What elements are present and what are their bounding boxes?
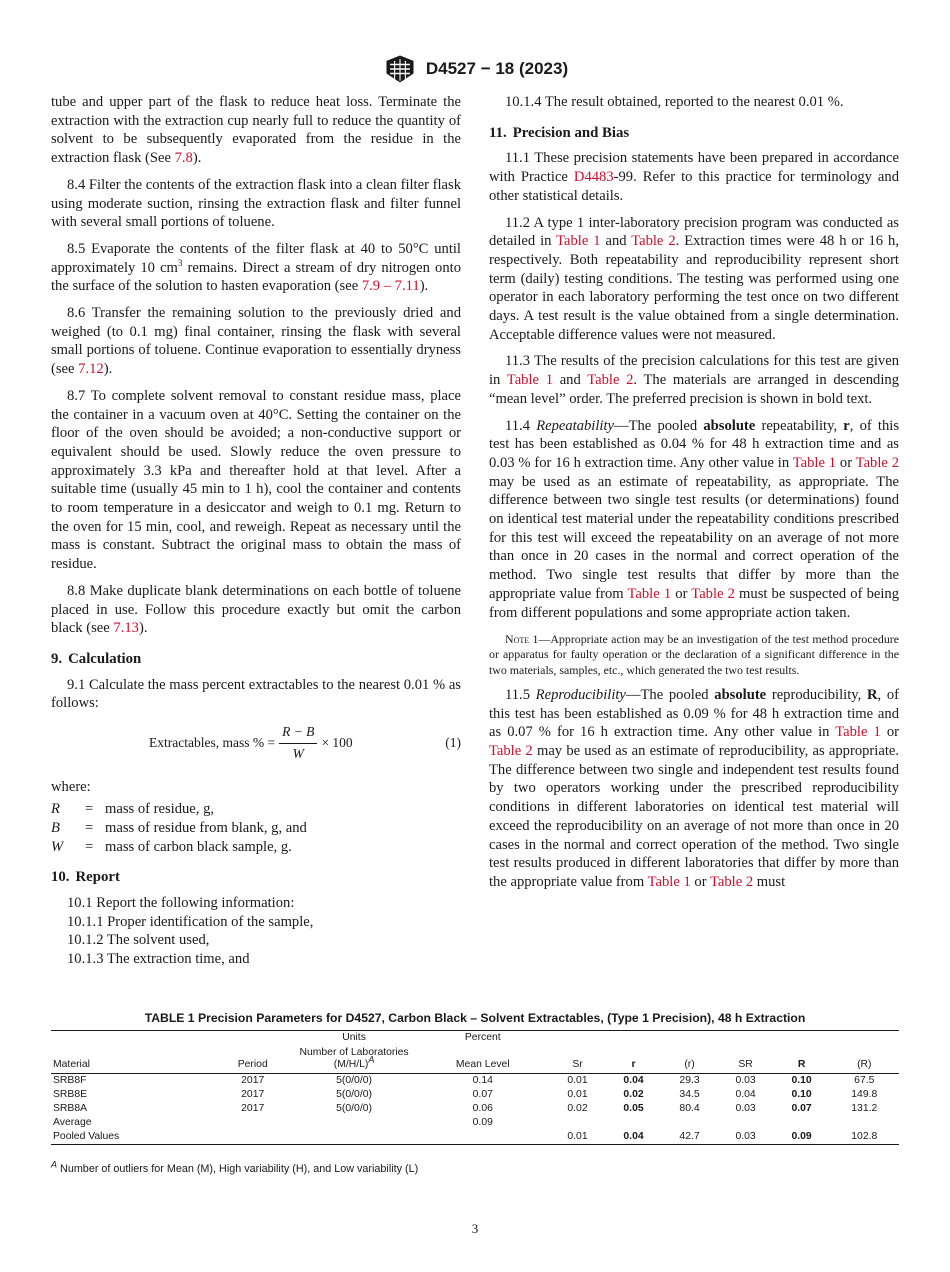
report-item: 10.1.1 Proper identification of the sample, — [67, 913, 314, 930]
paragraph-8-6: 8.6 Transfer the remaining solution to the previously dried and weighed (to 0.1 mg) final container, rinsing the flask with several small portions of toluene. Continue evaporation to essentially dryness (see 7.12). — [51, 305, 461, 378]
paragraph-11-2: 11.2 A type 1 inter-laboratory precision program was conducted as detailed in Table 1 and Table 2. Extraction times were 48 h or 16 h, respectively. Both repeatability and reproducibility represent short term (daily) testing conditions. The testing was performed using one operator in each laboratory performing the test once on two different days. A test result is the value obtained from a single determination. Acceptable difference values were not measured. — [489, 214, 899, 343]
column-header-R: R — [774, 1046, 830, 1074]
xref-table-1[interactable]: Table 1 — [627, 585, 672, 602]
table-row: SRB8E 2017 5(0/0/0) 0.07 0.01 0.02 34.5 0.04 0.10 149.8 — [53, 1088, 878, 1100]
where-label: where: — [51, 778, 91, 795]
column-header-SR: SR — [718, 1046, 774, 1074]
paragraph-8-8: 8.8 Make duplicate blank determinations on each bottle of toluene placed in use. Follow this procedure exactly but omit the carbon black (see 7.13). — [51, 582, 461, 637]
table-footnote: $^A$ Number of outliers for Mean (M), High variability (H), and Low variability (L) — [51, 1159, 419, 1175]
section-heading-report: 10. Report — [51, 869, 120, 886]
paragraph-10-1-4: 10.1.4 The result obtained, reported to the nearest 0.01 %. — [505, 94, 844, 110]
table-row: SRB8A 2017 5(0/0/0) 0.06 0.02 0.05 80.4 0.03 0.07 131.2 — [53, 1102, 878, 1114]
xref-7-8[interactable]: 7.8 — [174, 150, 193, 167]
variable-row: R = mass of residue, g, — [51, 801, 215, 818]
paragraph-11-5: 11.5 Reproducibility—The pooled absolute reproducibility, R, of this test has been established as 0.09 % for 48 h extraction time and as 0.07 % for 16 h extraction time. Any other value in Table 1 or Table 2 may be used as an estimate of reproducibility, as appropriate. The difference between two single and independent test results found by two operators working under the prescribed reproducibility conditions in different laboratories on identical test material will exceed the reproducibility on an average of not more than once in 20 cases in the normal and correct operation of the method. Two single test results produced in different laboratories that differ by more than the appropriate value from Table 1 or Table 2 must — [489, 686, 900, 890]
precision-table — [51, 1030, 899, 1145]
column-header-r: r — [606, 1046, 662, 1074]
right-column — [489, 93, 899, 900]
table-1-title: TABLE 1 Precision Parameters for D4527, Carbon Black – Solvent Extractables, (Type 1 Precision), 48 h Extraction — [144, 1011, 806, 1025]
xref-table-1[interactable]: Table 1 — [506, 372, 553, 389]
paragraph-8-4: 8.4 Filter the contents of the extraction flask into a clean filter flask using moderate suction, rinsing the extraction flask and filter funnel with several small portions of toluene. — [51, 176, 461, 231]
xref-table-1[interactable]: Table 1 — [792, 454, 837, 471]
paragraph-11-4: 11.4 Repeatability—The pooled absolute repeatability, r, of this test has been established as 0.04 % for 48 h extraction time and as 0.03 % for 16 h extraction time. Any other value in Table 1 or Table 2 may be used as an estimate of repeatability, as appropriate. The difference between two single test results (or determinations) found on identical test material under the repeatability conditions prescribed for this test will exceed the repeatability on an average of not more than once in 20 cases in the normal and correct operation of the method. Two single test results that differ by more than the appropriate value from Table 1 or Table 2 must be suspected of being from different populations and some appropriate action taken. — [489, 417, 900, 621]
table-row-pooled: Pooled Values 0.01 0.04 42.7 0.03 0.09 102.8 — [51, 1130, 899, 1145]
astm-logo-icon — [382, 53, 418, 85]
header-group-units: Units — [292, 1031, 416, 1046]
xref-7-13[interactable]: 7.13 — [113, 620, 139, 637]
xref-table-2[interactable]: Table 2 — [855, 454, 900, 471]
page-header — [0, 52, 950, 86]
variable-list — [51, 800, 461, 856]
xref-7-9-7-11[interactable]: 7.9 – 7.11 — [361, 278, 420, 295]
report-item: 10.1.2 The solvent used, — [67, 932, 210, 949]
table-row-average: Average 0.09 — [53, 1116, 493, 1128]
report-item: 10.1.3 The extraction time, and — [67, 951, 250, 968]
column-header-sr: Sr — [550, 1046, 606, 1074]
paragraph-8-7: 8.7 To complete solvent removal to constant residue mass, place the container in a vacuum oven at 40°C. Setting the container on the floor of the oven should be avoided; a non-conductive support or equivalent should be used. Slowly reduce the oven pressure to approximately 3.3 kPa and thereafter hold at that level. After a suitable time (usually 45 min to 1 h), cool the container and contents to room temperature in a desiccator and weigh to 0.1 mg. Return to the oven for 15 min, cool, and reweigh. Repeat as necessary until the mass is constant. Subtract the original mass to obtain the mass of residue. — [51, 387, 461, 573]
column-header-period: Period — [213, 1046, 292, 1074]
xref-table-1[interactable]: Table 1 — [835, 724, 881, 741]
xref-table-1[interactable]: Table 1 — [556, 233, 601, 250]
paragraph-11-3: 11.3 The results of the precision calculations for this test are given in Table 1 and Table 2. The materials are arranged in descending “mean level” order. The preferred precision is shown in bold text. — [489, 353, 900, 407]
column-header-R-percent: (R) — [830, 1046, 899, 1074]
column-header-material: Material — [51, 1046, 213, 1074]
xref-table-2[interactable]: Table 2 — [587, 372, 634, 389]
report-item: 10.1 Report the following information: — [67, 895, 295, 912]
column-header-laboratories: Number of Laboratories $(M/H/L)^A$ — [292, 1046, 416, 1074]
equation-number: (1) — [445, 734, 461, 750]
variable-row: W = mass of carbon black sample, g. — [51, 838, 292, 855]
standard-designation: D4527 − 18 (2023) — [425, 59, 569, 78]
table-row: SRB8F 2017 5(0/0/0) 0.14 0.01 0.04 29.3 0.03 0.10 67.5 — [53, 1074, 875, 1086]
equation-1: Extractables, mass % = $\frac{R - B}{W}$ × 100 (1) — [51, 723, 461, 763]
xref-table-2[interactable]: Table 2 — [489, 743, 533, 759]
xref-7-12[interactable]: 7.12 — [78, 361, 104, 378]
page-number: 3 — [471, 1221, 479, 1236]
header-group-percent: Percent — [416, 1031, 549, 1046]
column-header-mean-level: Mean Level — [416, 1046, 549, 1074]
equation-fraction: $\frac{R - B}{W}$ — [279, 723, 317, 763]
paragraph-8-3-continuation: tube and upper part of the flask to reduce heat loss. Terminate the extraction with the extraction cup nearly full to reduce the quantity of solvent to be subsequently evaporated from the residue in the extraction flask (See 7.8). — [51, 94, 461, 167]
paragraph-11-1: 11.1 These precision statements have been prepared in accordance with Practice D4483-99. Refer to this practice for terminology and other statistical details. — [489, 150, 899, 204]
variable-row: B = mass of residue from blank, g, and — [51, 819, 307, 836]
left-column — [51, 93, 461, 969]
xref-table-2[interactable]: Table 2 — [631, 233, 676, 250]
paragraph-8-5: 8.5 Evaporate the contents of the filter flask at 40 to 50°C until approximately 10 $cm^3$ remains. Direct a stream of dry nitrogen onto the surface of the solution to hasten evaporation (see 7.9 – 7.11). — [51, 240, 461, 295]
xref-d4483[interactable]: D4483 — [573, 169, 614, 186]
xref-table-1[interactable]: Table 1 — [647, 873, 691, 890]
section-heading-calculation: 9. Calculation — [51, 650, 142, 667]
xref-table-2[interactable]: Table 2 — [709, 873, 754, 890]
paragraph-9-1: 9.1 Calculate the mass percent extractables to the nearest 0.01 % as follows: — [51, 676, 461, 712]
column-header-r-percent: (r) — [662, 1046, 718, 1074]
note-1: Note 1—Appropriate action may be an investigation of the test method procedure or apparatus for faulty operation or the declaration of a significant difference in the two materials, samples, etc., which generated the two test results. — [489, 632, 899, 677]
section-heading-precision-bias: 11. Precision and Bias — [489, 124, 630, 141]
xref-table-2[interactable]: Table 2 — [691, 585, 735, 602]
